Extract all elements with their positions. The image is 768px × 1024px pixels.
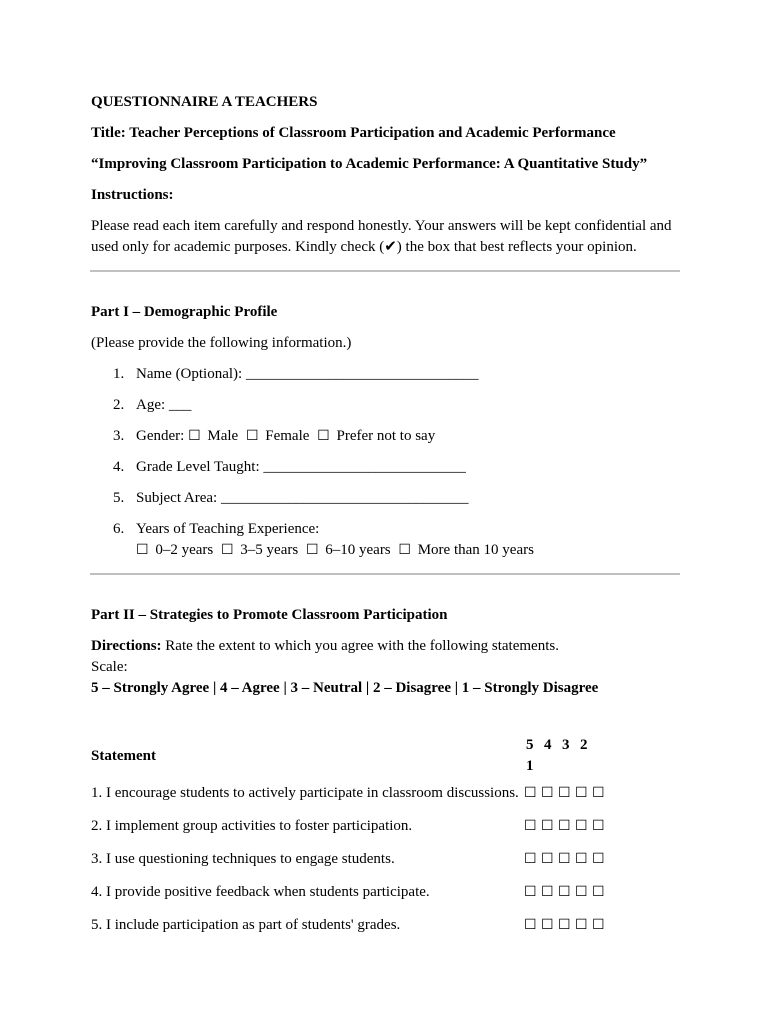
list-item	[91, 395, 679, 416]
grade-level-field[interactable]: Grade Level Taught: ___________________________	[136, 459, 466, 475]
item-number: 6.	[113, 521, 125, 537]
item-number: 1.	[113, 366, 125, 382]
table-row	[91, 810, 611, 843]
item-number: 4.	[113, 459, 125, 475]
list-item	[91, 457, 679, 478]
rating-table	[91, 735, 611, 942]
directions	[91, 636, 679, 657]
checkbox-icon[interactable]: ☐	[136, 542, 149, 558]
table-header-row	[91, 735, 611, 777]
experience-label: Years of Teaching Experience:	[136, 521, 320, 537]
gender-option-prefer-not: Prefer not to say	[336, 428, 436, 444]
list-item	[91, 364, 679, 385]
table-row	[91, 777, 611, 810]
statement-text: 2. I implement group activities to foster participation.	[91, 818, 413, 834]
gender-option-male: Male	[207, 428, 239, 444]
scale-header	[524, 735, 611, 777]
gender-option-female: Female	[265, 428, 310, 444]
experience-option-3-5: 3–5 years	[240, 542, 299, 558]
list-item	[91, 426, 679, 447]
statement-header: Statement	[91, 747, 156, 764]
checkbox-icon[interactable]: ☐	[188, 428, 201, 444]
part1-heading: Part I – Demographic Profile	[91, 304, 278, 320]
instructions-label: Instructions:	[91, 187, 174, 203]
experience-option-6-10: 6–10 years	[325, 542, 391, 558]
document-title: Title: Teacher Perceptions of Classroom Participation and Academic Performance	[91, 125, 616, 141]
directions-text: Rate the extent to which you agree with the following statements.	[161, 638, 559, 654]
list-item	[91, 519, 679, 561]
item-number: 3.	[113, 428, 125, 444]
rating-checkboxes[interactable]: ☐ ☐ ☐ ☐ ☐	[524, 917, 605, 933]
rating-checkboxes[interactable]: ☐ ☐ ☐ ☐ ☐	[524, 851, 605, 867]
statement-text: 3. I use questioning techniques to engage students.	[91, 851, 395, 867]
gender-label: Gender:	[136, 428, 189, 444]
table-row	[91, 909, 611, 942]
part1-intro: (Please provide the following information.)	[91, 335, 352, 351]
scale-text: 5 – Strongly Agree | 4 – Agree | 3 – Neutral | 2 – Disagree | 1 – Strongly Disagree	[91, 680, 599, 696]
rating-checkboxes[interactable]: ☐ ☐ ☐ ☐ ☐	[524, 818, 605, 834]
item-number: 5.	[113, 490, 125, 506]
table-row	[91, 876, 611, 909]
rating-checkboxes[interactable]: ☐ ☐ ☐ ☐ ☐	[524, 884, 605, 900]
directions-label: Directions:	[91, 638, 162, 654]
subject-area-field[interactable]: Subject Area: _________________________________	[136, 490, 469, 506]
scale-header-3: 3	[562, 737, 570, 753]
scale-header-2: 2	[580, 737, 588, 753]
name-field[interactable]: Name (Optional): _______________________________	[136, 366, 479, 382]
scale-label: Scale:	[91, 659, 128, 675]
statement-text: 4. I provide positive feedback when students participate.	[91, 884, 430, 900]
scale-header-4: 4	[544, 737, 552, 753]
checkbox-icon[interactable]: ☐	[245, 428, 259, 444]
checkbox-icon[interactable]: ☐	[317, 428, 330, 444]
experience-options	[136, 540, 675, 561]
study-title: “Improving Classroom Participation to Academic Performance: A Quantitative Study”	[91, 156, 648, 172]
scale-header-5: 5	[526, 737, 534, 753]
instructions-text: Please read each item carefully and respond honestly. Your answers will be kept confidential and used only for academic purposes. Kindly check (✔) the box that best reflects your opinion.	[91, 218, 672, 255]
table-row	[91, 843, 611, 876]
statement-text: 1. I encourage students to actively participate in classroom discussions.	[91, 785, 519, 801]
checkbox-icon[interactable]: ☐	[305, 542, 319, 558]
scale-header-1: 1	[526, 758, 534, 774]
statement-text: 5. I include participation as part of students' grades.	[91, 917, 401, 933]
experience-option-0-2: 0–2 years	[155, 542, 214, 558]
age-field[interactable]: Age: ___	[136, 397, 192, 413]
rating-checkboxes[interactable]: ☐ ☐ ☐ ☐ ☐	[524, 785, 605, 801]
checkbox-icon[interactable]: ☐	[220, 542, 234, 558]
demographic-list	[91, 364, 679, 561]
checkbox-icon[interactable]: ☐	[398, 542, 411, 558]
questionnaire-title: QUESTIONNAIRE A TEACHERS	[91, 94, 318, 110]
list-item	[91, 488, 679, 509]
document-page	[91, 92, 679, 942]
item-number: 2.	[113, 397, 125, 413]
experience-option-10-plus: More than 10 years	[417, 542, 534, 558]
part2-heading: Part II – Strategies to Promote Classroom Participation	[91, 607, 448, 623]
